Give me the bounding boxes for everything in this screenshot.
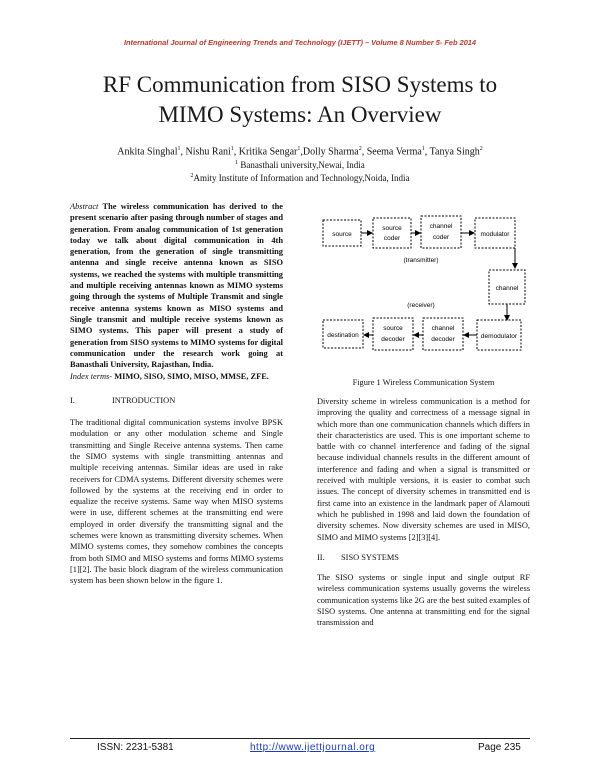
author-name: Nishu Rani: [185, 146, 231, 158]
siso-text: The SISO systems or single input and single output RF wireless communication systems usually governs the wireless communication systems like 2G are the best suited examples of SISO systems. One antenna at transmitting end for the signal transmission and: [317, 573, 530, 628]
source-label: source: [332, 231, 352, 238]
svg-text:source: source: [383, 325, 403, 332]
author-list: Ankita Singhal$^1$, Nishu Rani$^1$, Kritika Sengar$^1$,Dolly Sharma$^2$, Seema Verma$^1$, Tanya Singh$^2$: [117, 146, 483, 158]
page-number: Page 235: [478, 742, 521, 753]
author-name: Kritika Sengar: [238, 146, 298, 158]
affiliation-1: $^1$ Banasthali university,Newai, India: [235, 160, 365, 171]
svg-text:demodulator: demodulator: [480, 333, 518, 340]
title-line-2: MIMO Systems: An Overview: [158, 102, 442, 127]
author-name: Seema Verma: [366, 146, 422, 158]
svg-text:destination: destination: [327, 332, 359, 339]
section-heading-introduction: I. INTRODUCTION: [70, 395, 176, 405]
author-name: Tanya Singh: [429, 146, 480, 158]
svg-text:coder: coder: [383, 235, 401, 242]
abstract-label: Abstract: [70, 202, 99, 211]
transmitter-label: (transmitter): [403, 257, 439, 264]
title-line-1: RF Communication from SISO Systems to: [102, 72, 498, 97]
svg-text:decoder: decoder: [381, 336, 405, 343]
journal-header: International Journal of Engineering Trends and Technology (IJETT) – Volume 8 Number 5- Feb 2014: [123, 38, 477, 47]
author-name: Dolly Sharma: [302, 146, 359, 158]
journal-link[interactable]: http://www.ijettjournal.org: [250, 742, 376, 753]
diversity-text: Diversity scheme in wireless communication is a method for improving the quality and correctness of a message signal in which more than one communication channels which differs in their characteristics are used. This is one important scheme to battle with co channel interference and fading of the signal because individual channels results in the different amount of interference and fading and when a signal is transmitted or received with multiple versions, it is easier to combat such issues. The concept of diversity schemes in transmitted end is first came into an existence in the landmark paper of Alamouti which he published in 1998 and laid down the foundation of diversity schemes. Now diversity schemes are used in MISO, SIMO and MIMO systems [2][3][4].: [317, 397, 530, 542]
section-heading-siso: II. SISO SYSTEMS: [317, 552, 399, 562]
left-column: [70, 201, 283, 587]
page-title: [40, 70, 560, 130]
figure-caption: Figure 1 Wireless Communication System: [352, 378, 495, 387]
svg-text:channel: channel: [429, 223, 453, 230]
svg-text:coder: coder: [432, 234, 450, 241]
svg-text:channel: channel: [495, 285, 519, 292]
affiliation-2: $^2$Amity Institute of Information and Technology,Noida, India: [190, 173, 410, 184]
svg-text:channel: channel: [431, 325, 455, 332]
introduction-text: The traditional digital communication systems involve BPSK modulation or any other modulation scheme and Single transmitting and Single Receive antenna systems. Then came the SIMO systems with single transmitting antennas and multiple receiving antennas. Similar ideas are used in rake receivers for CDMA systems. Different diversity schemes were followed by the systems at the receiving end in order to equalize the receive systems. Same way when MISO systems were in use, different schemes at the transmitting end were employed in order diversify the transmitting signal and the schemes were known as transmitting diversity schemes. When MIMO systems comes, they somehow combines the concepts from both SIMO and MISO systems and forms MIMO systems [1][2]. The basic block diagram of the wireless communication system has been shown below in the figure 1.: [70, 418, 283, 586]
source-coder-block: [373, 218, 411, 248]
abstract: [70, 201, 283, 383]
index-terms: Index terms- MIMO, SISO, SIMO, MISO, MMSE, ZFE.: [70, 372, 269, 382]
channel-coder-block: [421, 216, 461, 248]
abstract-text: The wireless communication has derived to the present scenario after pasing through number of stages and generation. From analog communication of 1st generation today we talk about digital communication in 4th generation, from the generation of single transmitting antenna and single receive antenna known as SISO systems, we reached the systems with multiple transmitting and multiple receiving antennas known as MIMO systems going through the systems of Multiple Transmit and single receive antenna systems known as MISO systems and Single transmit and multiple receive systems known as SIMO systems. This paper will present a study of generation from SISO systems to MIMO systems for digital communication under the research work going at Banasthali University, Rajasthan, India.: [70, 202, 283, 370]
svg-text:modulator: modulator: [480, 231, 510, 238]
block-diagram: [317, 208, 530, 368]
svg-text:decoder: decoder: [431, 336, 455, 343]
source-decoder-block: [373, 318, 413, 350]
author-block: [40, 143, 560, 184]
figure-block-diagram: [317, 208, 530, 368]
receiver-label: (receiver): [407, 302, 435, 309]
issn: ISSN: 2231-5381: [97, 742, 174, 753]
author-name: Ankita Singhal: [117, 146, 178, 158]
right-column: [317, 396, 530, 629]
footer-divider: [70, 738, 530, 739]
channel-decoder-block: [423, 318, 463, 350]
svg-text:source: source: [382, 225, 402, 232]
